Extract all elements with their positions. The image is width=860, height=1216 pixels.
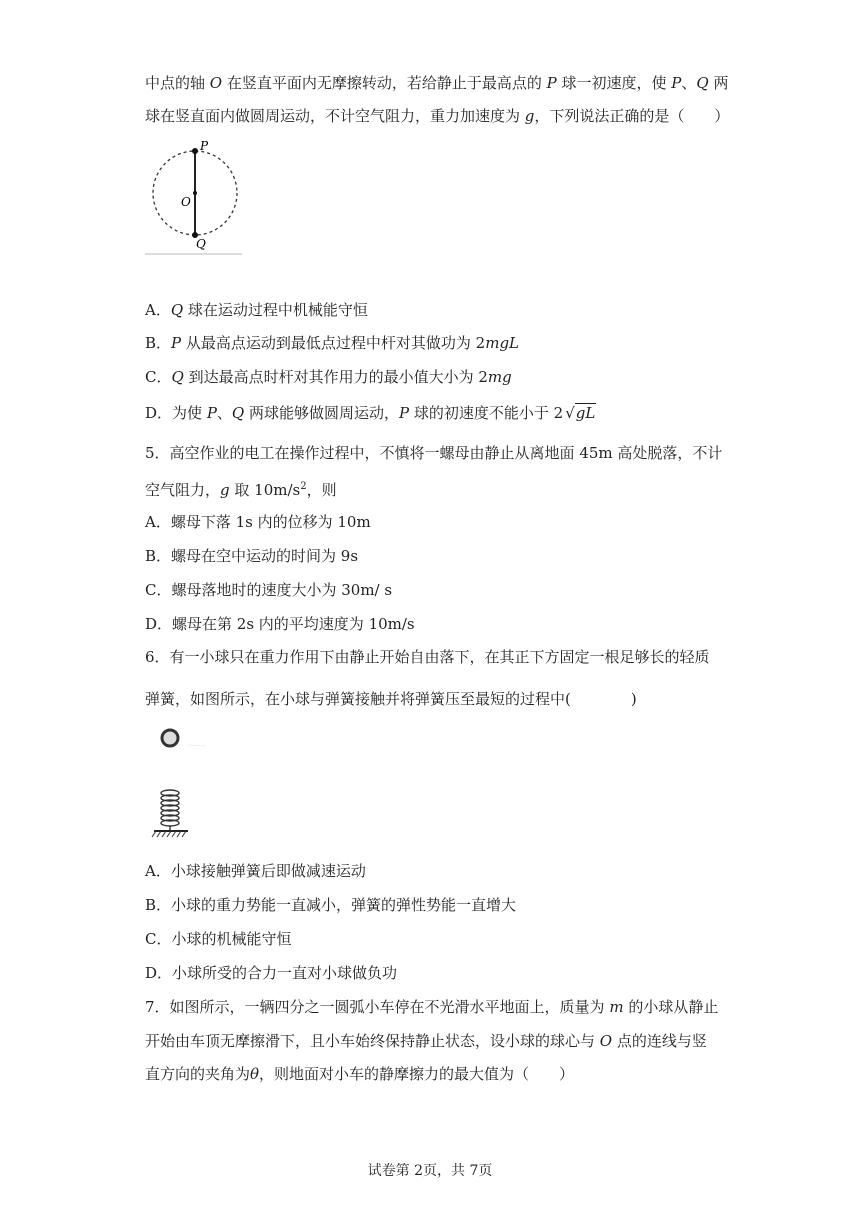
q5-option-d: D．螺母在第 2s 内的平均速度为 10m/s xyxy=(145,615,415,633)
q4-option-d xyxy=(145,403,596,423)
q4-option-c xyxy=(145,367,512,387)
text: ，则地面对小车的静摩擦力的最大值为（ ） xyxy=(259,1065,575,1083)
text: 、 xyxy=(216,404,232,422)
text: 空气阻力， xyxy=(145,481,221,499)
text: 为使 xyxy=(172,404,207,422)
q6-option-c: C．小球的机械能守恒 xyxy=(145,930,292,948)
var-p: P xyxy=(671,74,682,92)
text: ，则 xyxy=(306,481,337,499)
text: 球一初速度，使 xyxy=(556,74,672,92)
text: A． xyxy=(145,301,171,319)
var-q: Q xyxy=(231,404,245,422)
text: 直方向的夹角为 xyxy=(145,1065,251,1083)
q4-stem-line1 xyxy=(145,73,728,93)
q5-option-b: B．螺母在空中运动的时间为 9s xyxy=(145,547,359,565)
label-o: O xyxy=(181,195,191,209)
q7-stem-line3 xyxy=(145,1064,574,1084)
text: 点的连线与竖 xyxy=(612,1032,707,1050)
text: 取 10m/s xyxy=(229,481,301,499)
var-g: g xyxy=(524,107,535,125)
text: 到达最高点时杆对其作用力的最小值大小为 2 xyxy=(183,368,488,386)
q5-stem-line2 xyxy=(145,477,337,500)
text: 球的初速度不能小于 2 xyxy=(409,404,564,422)
text: 球在竖直面内做圆周运动，不计空气阻力，重力加速度为 xyxy=(145,107,525,125)
var: Q xyxy=(171,368,184,386)
q6-option-b: B．小球的重力势能一直减小，弹簧的弹性势能一直增大 xyxy=(145,896,517,914)
expr: mg xyxy=(487,368,512,386)
var-p: P xyxy=(399,404,410,422)
faint-mark xyxy=(188,745,206,746)
var: P xyxy=(171,334,182,352)
var-g: g xyxy=(220,481,230,499)
radicand: gL xyxy=(575,404,596,422)
q7-stem-line2 xyxy=(145,1031,707,1051)
q6-option-d: D．小球所受的合力一直对小球做负功 xyxy=(145,964,398,982)
text: 中点的轴 xyxy=(145,74,210,92)
text: B． xyxy=(145,334,172,352)
q5-stem-line1: 5．高空作业的电工在操作过程中，不慎将一螺母由静止从离地面 45m 高处脱落，不计 xyxy=(145,444,723,462)
page-footer: 试卷第 2页，共 7页 xyxy=(367,1163,493,1179)
var-o: O xyxy=(599,1032,613,1050)
var-m: m xyxy=(609,998,624,1016)
var-q: Q xyxy=(696,74,709,92)
q5-option-a: A．螺母下落 1s 内的位移为 10m xyxy=(145,513,371,531)
q6-stem-line1: 6．有一小球只在重力作用下由静止开始自由落下，在其正下方固定一根足够长的轻质 xyxy=(145,648,710,666)
spring-coil xyxy=(161,790,179,826)
q7-stem-line1 xyxy=(145,997,718,1017)
expr: mgL xyxy=(485,334,520,352)
q6-stem-line2: 弹簧，如图所示，在小球与弹簧接触并将弹簧压至最短的过程中( ) xyxy=(145,690,637,708)
text: 、 xyxy=(681,74,697,92)
text: 开始由车顶无摩擦滑下，且小车始终保持静止状态，设小球的球心与 xyxy=(145,1032,600,1050)
var-theta: θ xyxy=(250,1065,260,1083)
q6-option-a: A．小球接触弹簧后即做减速运动 xyxy=(145,862,366,880)
q4-option-a xyxy=(145,300,368,320)
var-o: O xyxy=(209,74,223,92)
var-p: P xyxy=(206,404,217,422)
sqrt-expression: √gL xyxy=(565,404,596,422)
axis-o xyxy=(193,191,197,195)
superscript: 2 xyxy=(300,481,307,492)
q4-circle-figure xyxy=(145,138,245,256)
label-q: Q xyxy=(196,237,206,251)
text: C． xyxy=(145,368,172,386)
text: ，下列说法正确的是（ ） xyxy=(534,107,730,125)
text: 从最高点运动到最低点过程中杆对其做功为 2 xyxy=(181,334,486,352)
q5-option-c: C．螺母落地时的速度大小为 30m/ s xyxy=(145,581,393,599)
text: 的小球从静止 xyxy=(623,998,719,1016)
text: 两 xyxy=(708,74,729,92)
text: 在竖直平面内无摩擦转动，若给静止于最高点的 xyxy=(222,74,547,92)
text: 7．如图所示，一辆四分之一圆弧小车停在不光滑水平地面上，质量为 xyxy=(145,998,610,1016)
var-p: P xyxy=(546,74,557,92)
text: 球在运动过程中机械能守恒 xyxy=(183,301,368,319)
var: Q xyxy=(170,301,184,319)
text: 两球能够做圆周运动， xyxy=(244,404,400,422)
text: D． xyxy=(145,404,173,422)
ball xyxy=(162,730,178,746)
ball-p xyxy=(192,148,198,154)
q4-option-b xyxy=(145,333,519,353)
q6-spring-figure xyxy=(148,725,208,845)
q4-stem-line2 xyxy=(145,106,729,126)
label-p: P xyxy=(200,139,209,153)
